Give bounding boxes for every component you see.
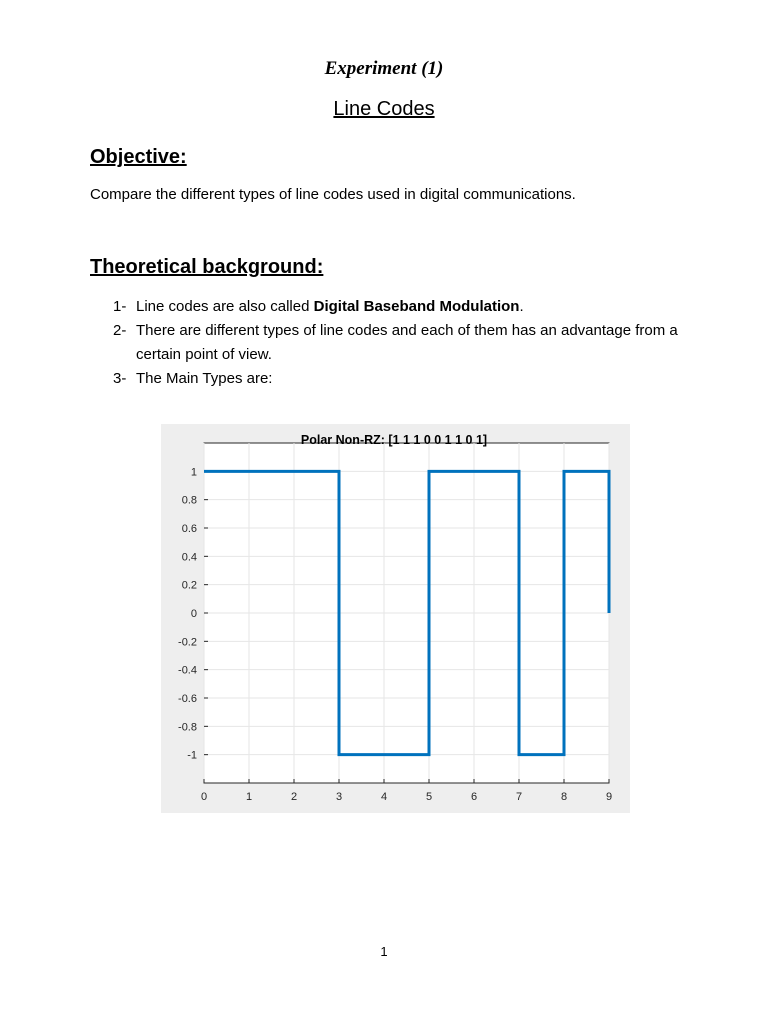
- experiment-title: Experiment (1): [324, 58, 444, 79]
- list-item-text: There are different types of line codes and each of them has an advantage from a certain point of view.: [136, 322, 678, 363]
- y-tick-label: 1: [190, 466, 197, 479]
- list-item-number: 3-: [113, 370, 127, 387]
- list-item-text-pre: Line codes are also called: [136, 298, 314, 315]
- theory-list: [113, 295, 693, 391]
- x-tick-label: 5: [425, 791, 433, 803]
- list-item-number: 2-: [113, 322, 127, 339]
- chart-title: Polar Non-RZ: [1 1 1 0 0 1 1 0 1]: [300, 433, 488, 447]
- y-tick-label: 0.4: [181, 551, 197, 564]
- y-tick-label: -0.8: [178, 721, 197, 734]
- y-tick-label: 0.6: [181, 523, 197, 535]
- x-tick-label: 4: [380, 791, 388, 803]
- theory-heading: Theoretical background:: [90, 256, 324, 278]
- x-tick-label: 6: [470, 791, 478, 803]
- list-item-text-post: .: [519, 298, 524, 315]
- objective-text: Compare the different types of line codes used in digital communications.: [90, 186, 576, 203]
- list-item-text: The Main Types are:: [136, 370, 273, 387]
- x-tick-label: 7: [515, 791, 523, 803]
- x-tick-label: 3: [335, 791, 343, 803]
- y-tick-label: -0.2: [178, 636, 197, 649]
- page-number: 1: [380, 944, 388, 959]
- line-code-chart: [161, 424, 630, 813]
- list-item: [113, 295, 693, 319]
- list-item: [113, 367, 693, 391]
- chart-figure: [161, 424, 630, 813]
- list-item-number: 1-: [113, 298, 127, 315]
- list-item-text-bold: Digital Baseband Modulation: [313, 298, 520, 315]
- y-tick-label: 0: [190, 608, 197, 620]
- objective-heading: Objective:: [90, 146, 187, 168]
- y-tick-label: -1: [187, 749, 197, 762]
- x-tick-label: 8: [560, 791, 568, 803]
- x-tick-label: 9: [605, 791, 613, 803]
- y-tick-label: 0.8: [181, 494, 197, 507]
- list-item: [113, 319, 693, 367]
- y-tick-label: -0.4: [178, 664, 197, 677]
- list-item-text: [136, 295, 693, 319]
- x-tick-label: 2: [290, 791, 298, 803]
- x-tick-label: 0: [200, 791, 208, 803]
- x-tick-label: 1: [245, 791, 253, 803]
- document-title: Line Codes: [333, 98, 435, 120]
- y-tick-label: 0.2: [181, 579, 197, 592]
- y-tick-label: -0.6: [178, 693, 197, 705]
